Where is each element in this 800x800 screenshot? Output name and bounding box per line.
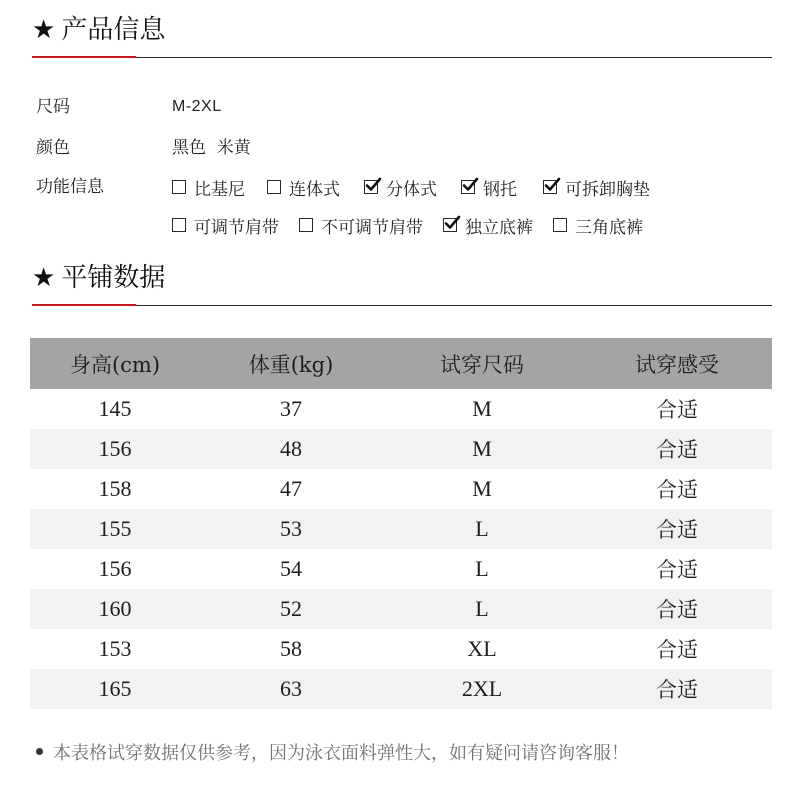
checkbox-icon xyxy=(299,218,313,232)
cell-size: 2XL xyxy=(382,669,582,709)
feature-item-non-adjustable-straps xyxy=(299,213,423,238)
flat-data-title xyxy=(32,262,165,294)
section-divider xyxy=(32,305,772,306)
column-header-height: 身高(cm) xyxy=(30,338,200,389)
cell-feel: 合适 xyxy=(582,629,772,669)
feature-item-label: 可拆卸胸垫 xyxy=(565,179,650,200)
cell-size: M xyxy=(382,429,582,469)
cell-size: L xyxy=(382,589,582,629)
feature-item-label: 连体式 xyxy=(289,179,340,200)
cell-height: 145 xyxy=(30,389,200,429)
table-row xyxy=(30,509,772,549)
star-icon: ★ xyxy=(32,15,56,45)
table-row xyxy=(30,389,772,429)
table-row xyxy=(30,669,772,709)
table-row xyxy=(30,469,772,509)
cell-feel: 合适 xyxy=(582,509,772,549)
table-row xyxy=(30,549,772,589)
feature-item-label: 独立底裤 xyxy=(465,217,533,238)
footnote xyxy=(36,742,629,766)
star-icon: ★ xyxy=(32,263,56,293)
checkbox-icon xyxy=(172,218,186,232)
cell-size: M xyxy=(382,389,582,429)
cell-weight: 58 xyxy=(200,629,382,669)
checkbox-icon xyxy=(172,180,186,194)
feature-item-bikini xyxy=(172,175,245,200)
checked-checkbox-icon xyxy=(543,180,557,194)
feature-item-two-piece xyxy=(364,175,437,200)
color-label: 颜色 xyxy=(36,138,70,158)
product-info-title xyxy=(32,14,165,46)
checked-checkbox-icon xyxy=(443,218,457,232)
feature-item-label: 不可调节肩带 xyxy=(321,217,423,238)
section-divider-accent xyxy=(32,56,136,58)
cell-height: 153 xyxy=(30,629,200,669)
column-header-weight: 体重(kg) xyxy=(200,338,382,389)
cell-weight: 47 xyxy=(200,469,382,509)
feature-item-underwire xyxy=(461,175,517,200)
feature-item-separate-bottoms xyxy=(443,213,533,238)
cell-weight: 48 xyxy=(200,429,382,469)
cell-size: M xyxy=(382,469,582,509)
cell-height: 156 xyxy=(30,429,200,469)
cell-feel: 合适 xyxy=(582,549,772,589)
cell-height: 158 xyxy=(30,469,200,509)
bullet-icon xyxy=(36,748,43,755)
column-header-size: 试穿尺码 xyxy=(382,338,582,389)
cell-size: L xyxy=(382,549,582,589)
cell-weight: 53 xyxy=(200,509,382,549)
table-header-row xyxy=(30,338,772,389)
feature-item-adjustable-straps xyxy=(172,213,279,238)
cell-size: L xyxy=(382,509,582,549)
size-label: 尺码 xyxy=(36,97,70,117)
flat-data-header xyxy=(32,262,772,306)
checked-checkbox-icon xyxy=(461,180,475,194)
cell-feel: 合适 xyxy=(582,389,772,429)
cell-feel: 合适 xyxy=(582,429,772,469)
table-row xyxy=(30,629,772,669)
feature-item-label: 比基尼 xyxy=(194,179,245,200)
feature-item-label: 钢托 xyxy=(483,179,517,200)
feature-item-label: 可调节肩带 xyxy=(194,217,279,238)
feature-item-triangle-bottoms xyxy=(553,213,643,238)
cell-height: 160 xyxy=(30,589,200,629)
fitting-data-table xyxy=(30,338,772,709)
table-row xyxy=(30,429,772,469)
checkbox-icon xyxy=(267,180,281,194)
cell-weight: 63 xyxy=(200,669,382,709)
checked-checkbox-icon xyxy=(364,180,378,194)
table-row xyxy=(30,589,772,629)
cell-weight: 54 xyxy=(200,549,382,589)
feature-item-label: 分体式 xyxy=(386,179,437,200)
color-value: 黑色 米黄 xyxy=(172,138,251,158)
section-divider-accent xyxy=(32,304,136,306)
footnote-text: 本表格试穿数据仅供参考，因为泳衣面料弹性大，如有疑问请咨询客服！ xyxy=(53,743,629,764)
feature-item-label: 三角底裤 xyxy=(575,217,643,238)
features-list-row-1 xyxy=(172,174,650,200)
feature-item-one-piece xyxy=(267,175,340,200)
cell-weight: 37 xyxy=(200,389,382,429)
section-divider xyxy=(32,57,772,58)
features-label: 功能信息 xyxy=(36,177,104,197)
flat-data-title-text: 平铺数据 xyxy=(61,263,166,293)
cell-feel: 合适 xyxy=(582,469,772,509)
features-list-row-2 xyxy=(172,212,643,238)
cell-weight: 52 xyxy=(200,589,382,629)
checkbox-icon xyxy=(553,218,567,232)
cell-feel: 合适 xyxy=(582,589,772,629)
cell-height: 165 xyxy=(30,669,200,709)
cell-height: 155 xyxy=(30,509,200,549)
product-info-header xyxy=(32,14,772,58)
cell-feel: 合适 xyxy=(582,669,772,709)
feature-item-removable-pads xyxy=(543,175,650,200)
size-value: M-2XL xyxy=(172,98,222,115)
product-info-title-text: 产品信息 xyxy=(61,15,166,45)
cell-height: 156 xyxy=(30,549,200,589)
column-header-feel: 试穿感受 xyxy=(582,338,772,389)
cell-size: XL xyxy=(382,629,582,669)
